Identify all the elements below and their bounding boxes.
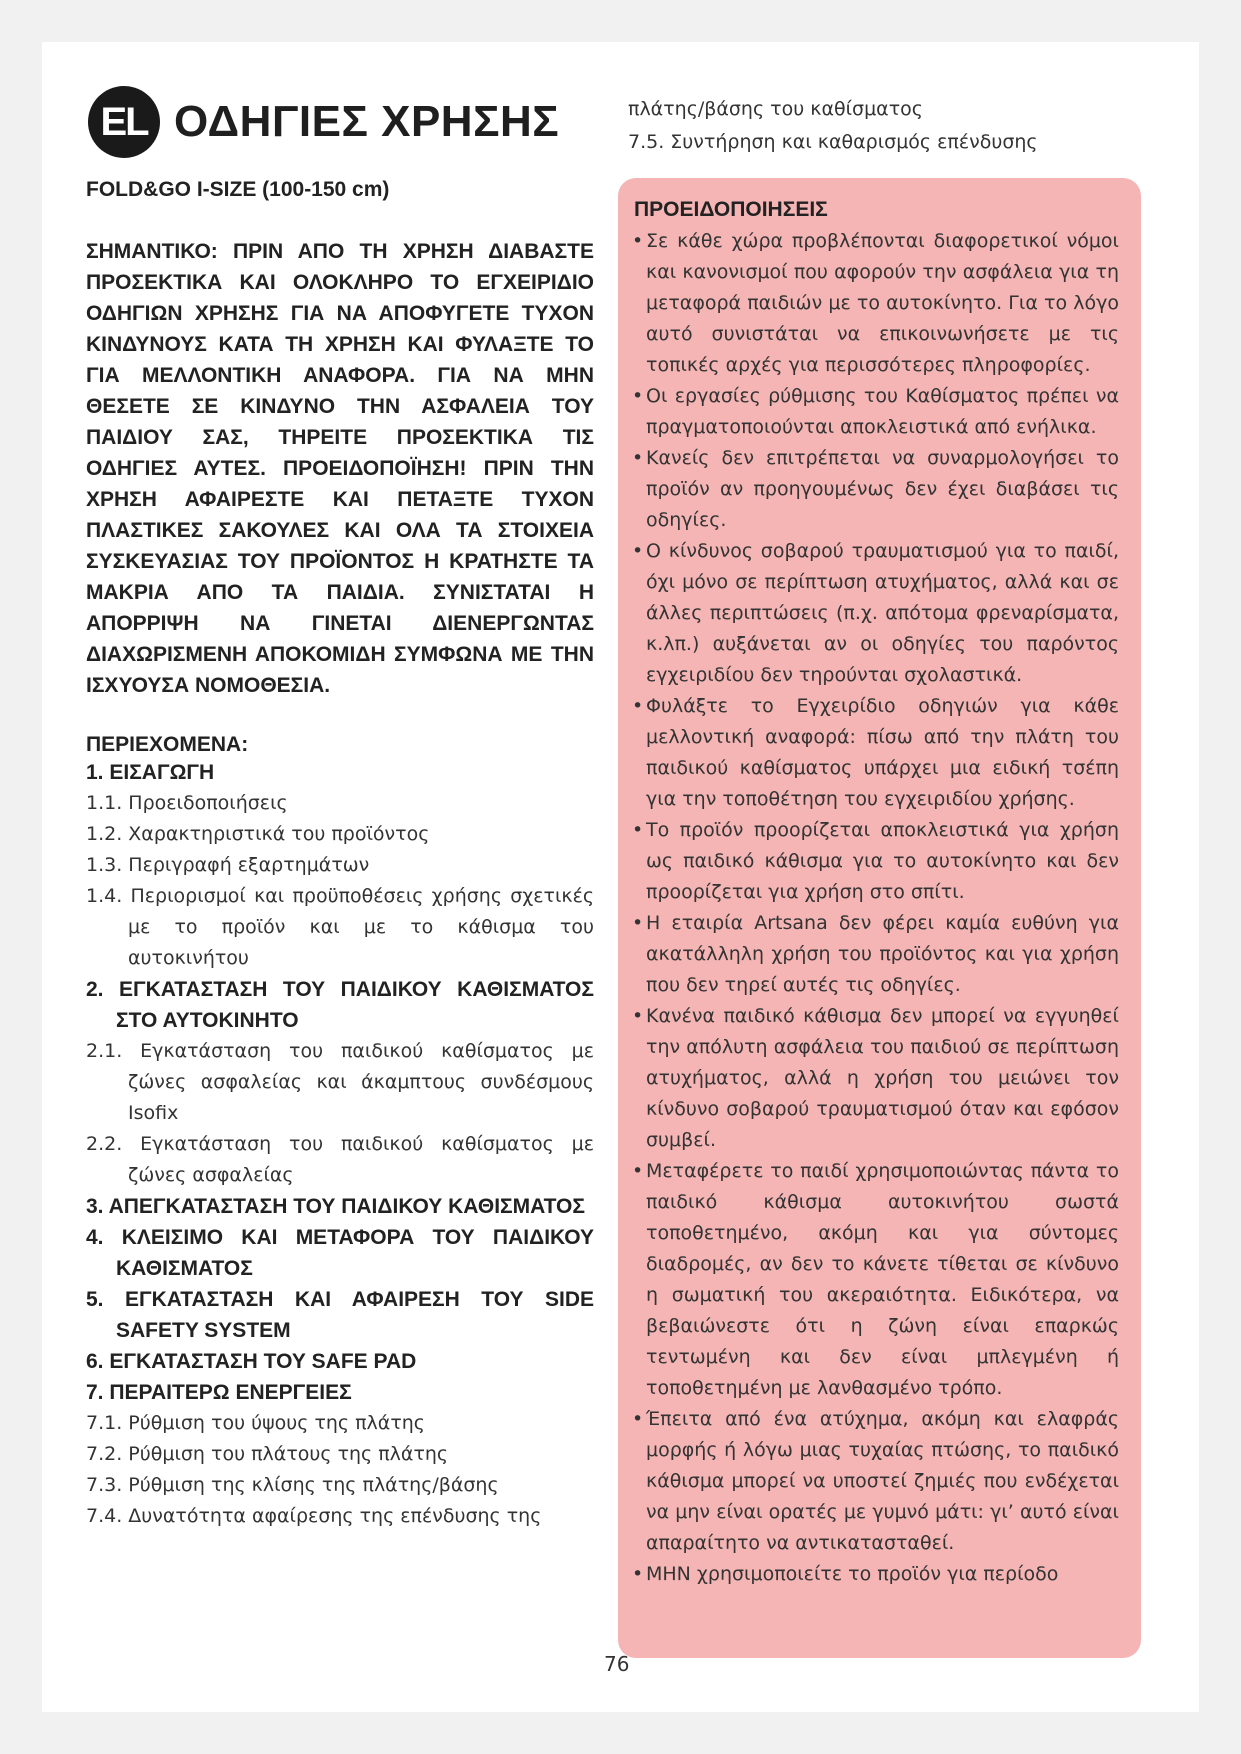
language-badge: EL xyxy=(88,86,160,158)
toc-section: 6. ΕΓΚΑΤΑΣΤΑΣΗ ΤΟΥ SAFE PAD xyxy=(86,1350,417,1373)
toc-section: 4. ΚΛΕΙΣΙΜΟ ΚΑΙ ΜΕΤΑΦΟΡΑ ΤΟΥ ΠΑΙΔΙΚΟΥ ΚΑΘΙΣΜΑΤΟΣ xyxy=(86,1226,594,1280)
warnings-panel xyxy=(618,178,1141,1658)
toc-subsection: 7.3. Ρύθμιση της κλίσης της πλάτης/βάσης xyxy=(86,1474,499,1496)
product-name: FOLD&GO I-SIZE (100-150 cm) xyxy=(86,178,390,201)
important-warning: ΣΗΜΑΝΤΙΚΟ: ΠΡΙΝ ΑΠΟ ΤΗ ΧΡΗΣΗ ΔΙΑΒΑΣΤΕ ΠΡΟΣΕΚΤΙΚΑ ΚΑΙ ΟΛΟΚΛΗΡΟ ΤΟ ΕΓΧΕΙΡΙΔΙΟ ΟΔΗΓΙΩΝ ΧΡΗΣΗΣ ΓΙΑ ΝΑ ΑΠΟΦΥΓΕΤΕ ΤΥΧΟΝ ΚΙΝΔΥΝΟΥΣ ΚΑΤΑ ΤΗ ΧΡΗΣΗ ΚΑΙ ΦΥΛΑΞΤΕ ΤΟ ΓΙΑ ΜΕΛΛΟΝΤΙΚΗ ΑΝΑΦΟΡΑ. ΓΙΑ ΝΑ ΜΗΝ ΘΕΣΕΤΕ ΣΕ ΚΙΝΔΥΝΟ ΤΗΝ ΑΣΦΑΛΕΙΑ ΤΟΥ ΠΑΙΔΙΟΥ ΣΑΣ, ΤΗΡΕΙΤΕ ΠΡΟΣΕΚΤΙΚΑ ΤΙΣ ΟΔΗΓΙΕΣ ΑΥΤΕΣ. ΠΡΟΕΙΔΟΠΟΪΗΣΗ! ΠΡΙΝ ΤΗΝ ΧΡΗΣΗ ΑΦΑΙΡΕΣΤΕ ΚΑΙ ΠΕΤΑΞΤΕ ΤΥΧΟΝ ΠΛΑΣΤΙΚΕΣ ΣΑΚΟΥΛΕΣ ΚΑΙ ΟΛΑ ΤΑ ΣΤΟΙΧΕΙΑ ΣΥΣΚΕΥΑΣΙΑΣ ΤΟΥ ΠΡΟΪΟΝΤΟΣ Η ΚΡΑΤΗΣΤΕ ΤΑ ΜΑΚΡΙΑ ΑΠΟ ΤΑ ΠΑΙΔΙΑ. ΣΥΝΙΣΤΑΤΑΙ Η ΑΠΟΡΡΙΨΗ ΝΑ ΓΙΝΕΤΑΙ ΔΙΕΝΕΡΓΩΝΤΑΣ ΔΙΑΧΩΡΙΣΜΕΝΗ ΑΠΟΚΟΜΙΔΗ ΣΥΜΦΩΝΑ ΜΕ ΤΗΝ ΙΣΧΥΟΥΣΑ ΝΟΜΟΘΕΣΙΑ. xyxy=(86,240,594,697)
warning-item: • Η εταιρία Artsana δεν φέρει καμία ευθύνη για ακατάλληλη χρήση του προϊόντος και για χρήση που δεν τηρεί αυτές τις οδηγίες. xyxy=(632,908,1119,1001)
warning-item: • Σε κάθε χώρα προβλέπονται διαφορετικοί νόμοι και κανονισμοί που αφορούν την ασφάλεια για τη μεταφορά παιδιών με το αυτοκίνητο. Για το λόγο αυτό συνιστάται να επικοινωνήσετε με τις τοπικές αρχές για περισσότερες πληροφορίες. xyxy=(632,226,1119,381)
toc-subsection: 7.1. Ρύθμιση του ύψους της πλάτης xyxy=(86,1412,425,1434)
contents-list xyxy=(86,757,594,1532)
toc-section: 5. ΕΓΚΑΤΑΣΤΑΣΗ ΚΑΙ ΑΦΑΙΡΕΣΗ ΤΟΥ SIDE SAFETY SYSTEM xyxy=(86,1288,594,1342)
page-title: ΟΔΗΓΙΕΣ ΧΡΗΣΗΣ xyxy=(174,97,560,146)
toc-subsection: 2.1. Εγκατάσταση του παιδικού καθίσματος με ζώνες ασφαλείας και άκαμπτους συνδέσμους Isofix xyxy=(86,1040,594,1124)
warning-item: • Το προϊόν προορίζεται αποκλειστικά για χρήση ως παιδικό κάθισμα για το αυτοκίνητο και δεν προορίζεται για χρήση στο σπίτι. xyxy=(632,815,1119,908)
toc-section: 1. ΕΙΣΑΓΩΓΗ xyxy=(86,761,215,784)
toc-subsection: 1.4. Περιορισμοί και προϋποθέσεις χρήσης σχετικές με το προϊόν και με το κάθισμα του αυτοκινήτου xyxy=(86,885,594,969)
warning-item: • ΜΗΝ χρησιμοποιείτε το προϊόν για περίοδο xyxy=(632,1559,1119,1590)
header xyxy=(88,86,559,158)
contents-continued xyxy=(628,93,1108,159)
warning-item: • Ο κίνδυνος σοβαρού τραυματισμού για το παιδί, όχι μόνο σε περίπτωση ατυχήματος, αλλά και σε άλλες περιπτώσεις (π.χ. απότομα φρεναρίσματα, κ.λπ.) αυξάνεται αν οι οδηγίες του παρόντος εγχειριδίου δεν τηρούνται σχολαστικά. xyxy=(632,536,1119,691)
left-column xyxy=(86,172,594,1532)
warning-item: • Φυλάξτε το Εγχειρίδιο οδηγιών για κάθε μελλοντική αναφορά: πίσω από την πλάτη του παιδικού καθίσματος υπάρχει μια ειδική τσέπη για την τοποθέτηση του εγχειριδίου χρήσης. xyxy=(632,691,1119,815)
toc-subsection: 2.2. Εγκατάσταση του παιδικού καθίσματος με ζώνες ασφαλείας xyxy=(86,1133,594,1186)
toc-subsection: 7.2. Ρύθμιση του πλάτους της πλάτης xyxy=(86,1443,449,1465)
contents-title: ΠΕΡΙΕΧΟΜΕΝΑ: xyxy=(86,733,249,756)
warning-item: • Έπειτα από ένα ατύχημα, ακόμη και ελαφράς μορφής ή λόγω μιας τυχαίας πτώσης, το παιδικό κάθισμα μπορεί να υποστεί ζημιές που ενδέχεται να μην είναι ορατές με γυμνό μάτι: γι’ αυτό είναι απαραίτητο να αντικατασταθεί. xyxy=(632,1404,1119,1559)
warnings-title: ΠΡΟΕΙΔΟΠΟΙΗΣΕΙΣ xyxy=(634,198,828,221)
toc-subsection: 1.2. Χαρακτηριστικά του προϊόντος xyxy=(86,823,430,845)
toc-section: 7. ΠΕΡΑΙΤΕΡΩ ΕΝΕΡΓΕΙΕΣ xyxy=(86,1381,352,1404)
toc-section: 3. ΑΠΕΓΚΑΤΑΣΤΑΣΗ ΤΟΥ ΠΑΙΔΙΚΟΥ ΚΑΘΙΣΜΑΤΟΣ xyxy=(86,1195,585,1218)
toc-subsection: 1.3. Περιγραφή εξαρτημάτων xyxy=(86,854,370,876)
toc-subsection: 1.1. Προειδοποιήσεις xyxy=(86,792,288,814)
toc-subsection: 7.4. Δυνατότητα αφαίρεσης της επένδυσης της xyxy=(86,1505,542,1527)
toc-continued-line: πλάτης/βάσης του καθίσματος xyxy=(628,98,923,120)
warning-item: • Κανείς δεν επιτρέπεται να συναρμολογήσει το προϊόν αν προηγουμένως δεν έχει διαβάσει τις οδηγίες. xyxy=(632,443,1119,536)
page-number: 76 xyxy=(604,1652,630,1676)
toc-section: 2. ΕΓΚΑΤΑΣΤΑΣΗ ΤΟΥ ΠΑΙΔΙΚΟΥ ΚΑΘΙΣΜΑΤΟΣ ΣΤΟ ΑΥΤΟΚΙΝΗΤΟ xyxy=(86,978,594,1032)
warnings-list xyxy=(632,226,1119,1590)
warning-item: • Κανένα παιδικό κάθισμα δεν μπορεί να εγγυηθεί την απόλυτη ασφάλεια του παιδιού σε περίπτωση ατυχήματος, αλλά η χρήση του μειώνει τον κίνδυνο σοβαρού τραυματισμού όταν και εφόσον συμβεί. xyxy=(632,1001,1119,1156)
toc-continued-line: 7.5. Συντήρηση και καθαρισμός επένδυσης xyxy=(628,131,1038,153)
warning-item: • Οι εργασίες ρύθμισης του Καθίσματος πρέπει να πραγματοποιούνται αποκλειστικά από ενήλικα. xyxy=(632,381,1119,443)
warning-item: • Μεταφέρετε το παιδί χρησιμοποιώντας πάντα το παιδικό κάθισμα αυτοκινήτου σωστά τοποθετημένο, ακόμη και για σύντομες διαδρομές, αν δεν το κάνετε τίθεται σε κίνδυνο η σωματική του ακεραιότητα. Ειδικότερα, να βεβαιώνεστε ότι η ζώνη είναι επαρκώς τεντωμένη και δεν είναι μπλεγμένη ή τοποθετημένη με λανθασμένο τρόπο. xyxy=(632,1156,1119,1404)
